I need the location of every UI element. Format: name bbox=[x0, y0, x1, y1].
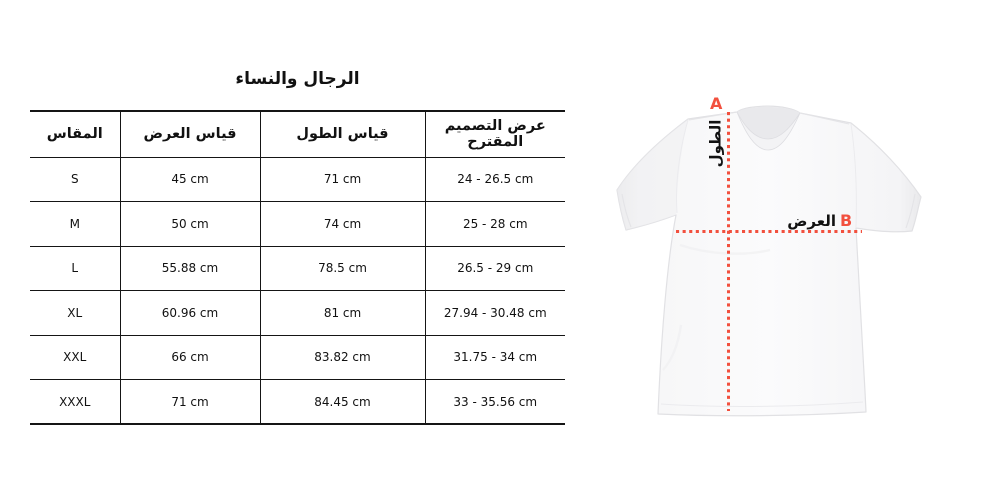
cell-length: 71 cm bbox=[260, 157, 425, 202]
col-header-width: قياس العرض bbox=[120, 111, 260, 157]
table-row bbox=[30, 291, 565, 336]
cell-design-width: 33 - 35.56 cm bbox=[425, 380, 565, 425]
cell-length: 83.82 cm bbox=[260, 335, 425, 380]
table-row bbox=[30, 380, 565, 425]
cell-size: M bbox=[30, 202, 120, 247]
table-header-row bbox=[30, 111, 565, 157]
cell-design-width: 27.94 - 30.48 cm bbox=[425, 291, 565, 336]
cell-size: XXL bbox=[30, 335, 120, 380]
point-a-label: A bbox=[710, 94, 723, 113]
table-row bbox=[30, 202, 565, 247]
cell-size: S bbox=[30, 157, 120, 202]
table-row bbox=[30, 157, 565, 202]
cell-width: 66 cm bbox=[120, 335, 260, 380]
table-row bbox=[30, 335, 565, 380]
cell-width: 71 cm bbox=[120, 380, 260, 425]
cell-size: XL bbox=[30, 291, 120, 336]
cell-length: 81 cm bbox=[260, 291, 425, 336]
cell-length: 74 cm bbox=[260, 202, 425, 247]
length-label: الطول bbox=[706, 119, 725, 168]
table-title: الرجال والنساء bbox=[235, 69, 360, 89]
cell-size: XXXL bbox=[30, 380, 120, 425]
tshirt-diagram bbox=[590, 85, 950, 430]
table-row bbox=[30, 246, 565, 291]
cell-width: 55.88 cm bbox=[120, 246, 260, 291]
cell-length: 78.5 cm bbox=[260, 246, 425, 291]
col-header-size: المقاس bbox=[30, 111, 120, 157]
col-header-design-width: عرض التصميم المقترح bbox=[425, 111, 565, 157]
point-b-label: B bbox=[840, 211, 853, 230]
col-header-length: قياس الطول bbox=[260, 111, 425, 157]
cell-design-width: 26.5 - 29 cm bbox=[425, 246, 565, 291]
cell-width: 60.96 cm bbox=[120, 291, 260, 336]
cell-design-width: 31.75 - 34 cm bbox=[425, 335, 565, 380]
cell-width: 45 cm bbox=[120, 157, 260, 202]
cell-design-width: 25 - 28 cm bbox=[425, 202, 565, 247]
cell-width: 50 cm bbox=[120, 202, 260, 247]
cell-design-width: 24 - 26.5 cm bbox=[425, 157, 565, 202]
size-table bbox=[30, 110, 565, 425]
cell-length: 84.45 cm bbox=[260, 380, 425, 425]
cell-size: L bbox=[30, 246, 120, 291]
width-label: العرض bbox=[787, 212, 836, 230]
